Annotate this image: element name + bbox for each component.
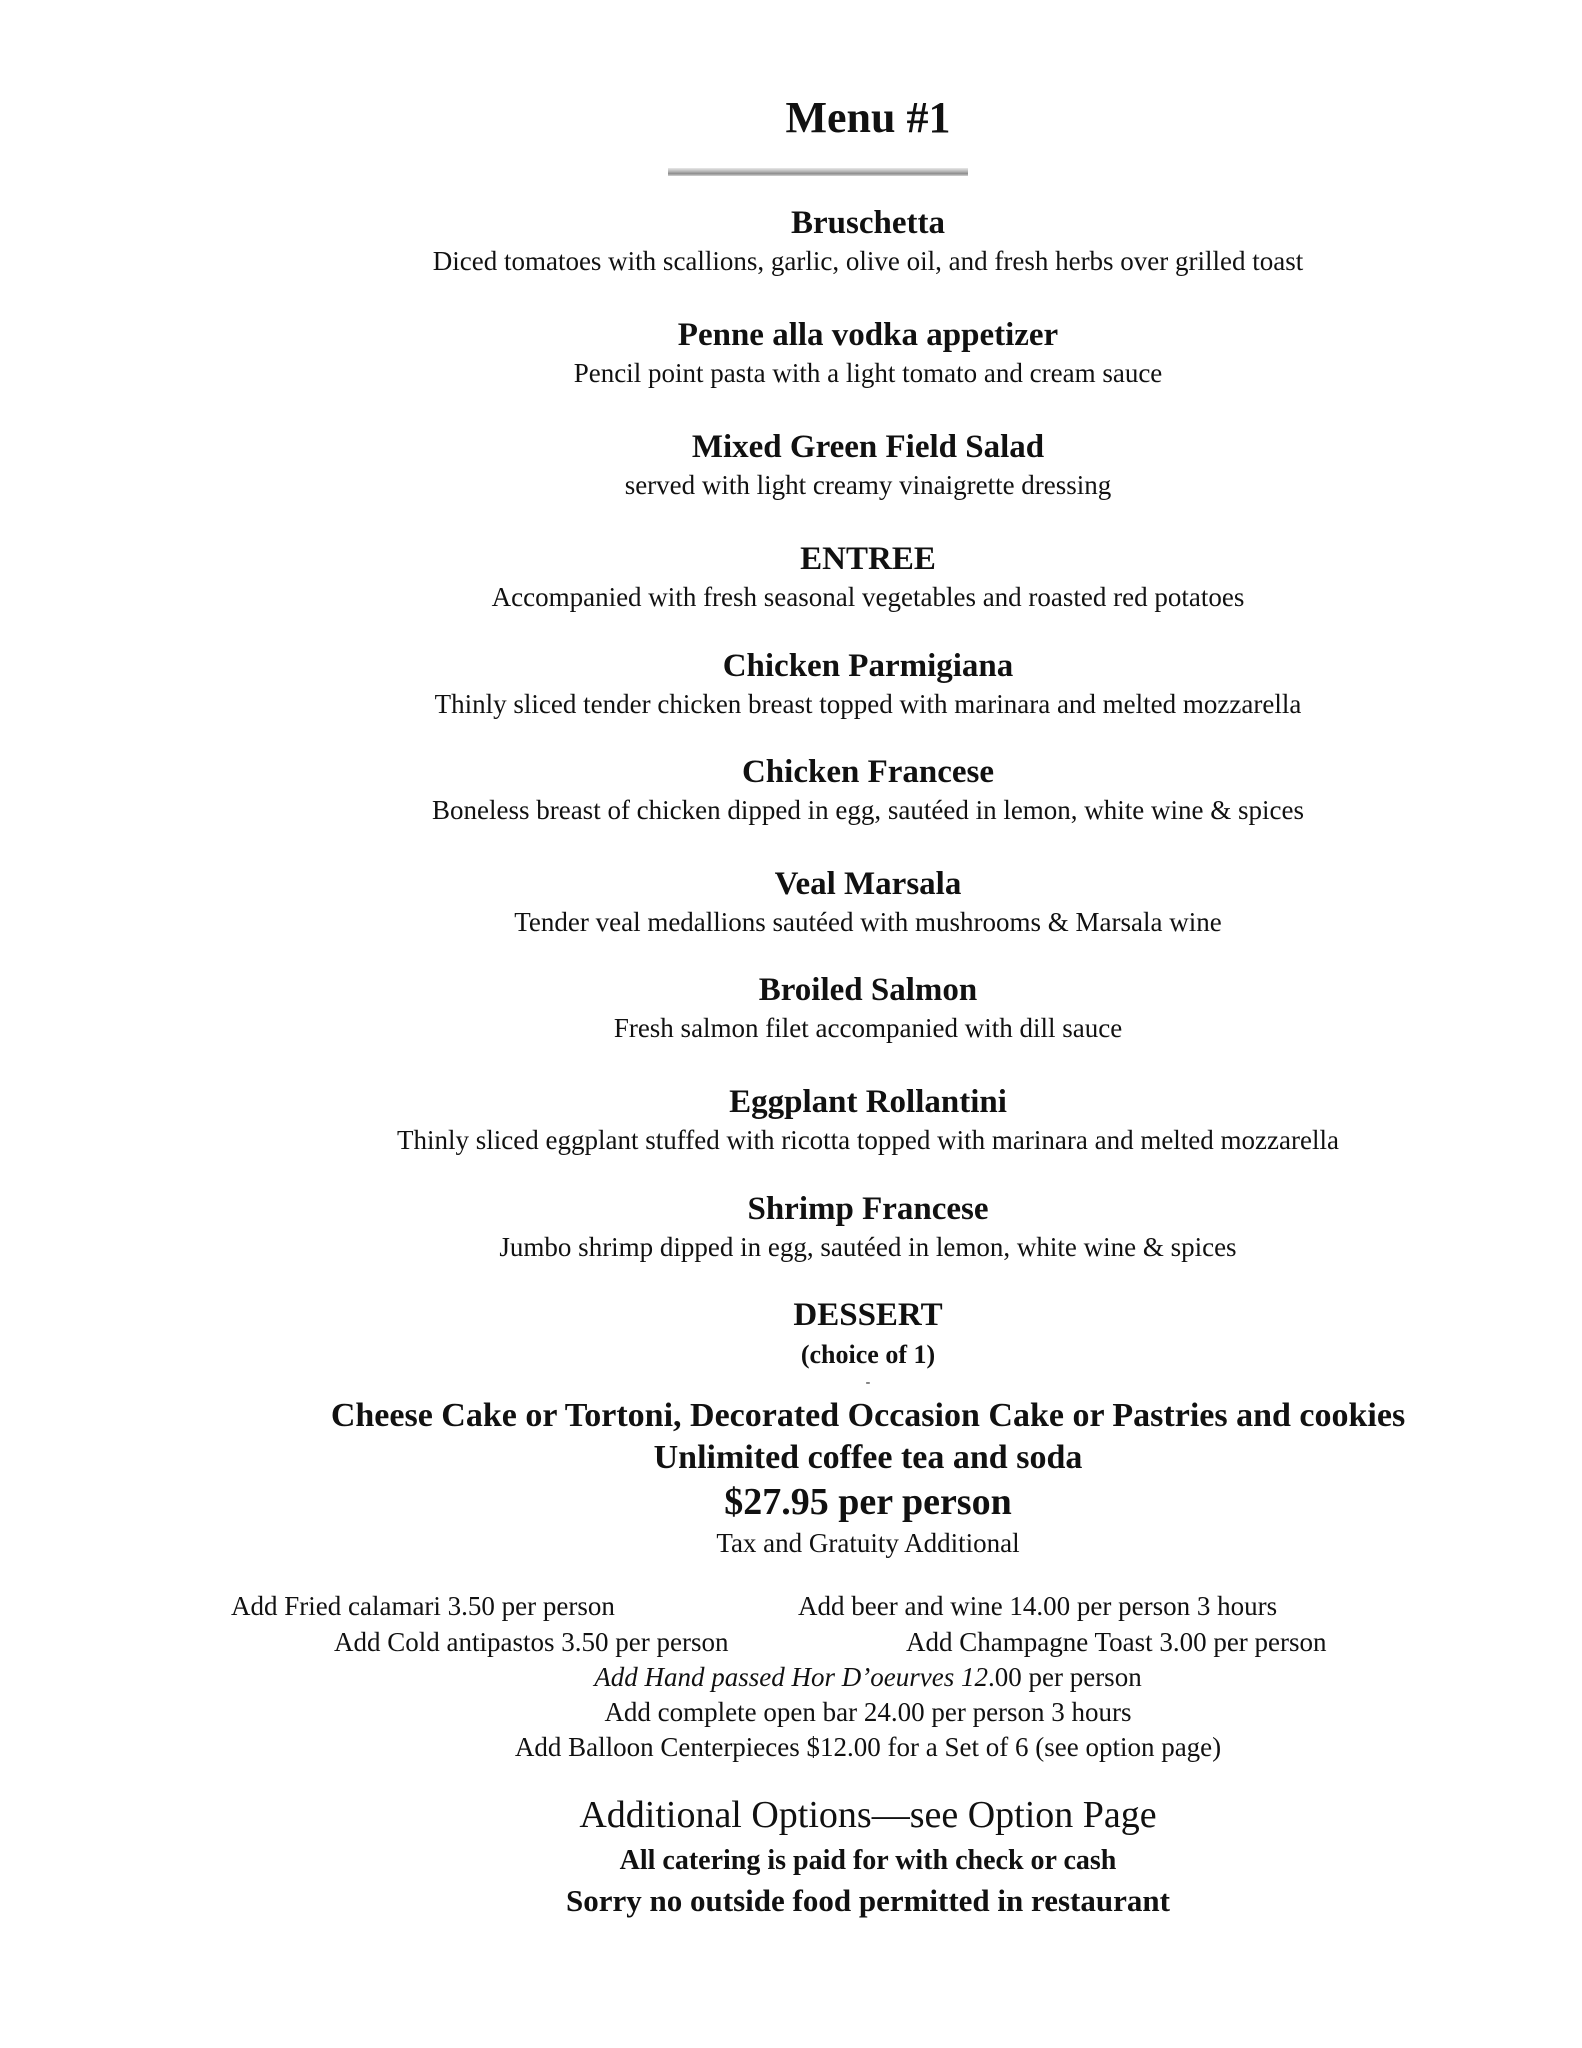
entree-heading: ENTREE <box>800 541 936 577</box>
item-desc-bruschetta: Diced tomatoes with scallions, garlic, olive oil, and fresh herbs over grilled toast <box>432 246 1304 276</box>
item-desc-shrimp-francese: Jumbo shrimp dipped in egg, sautéed in lemon, white wine & spices <box>499 1232 1237 1262</box>
item-name-broiled-salmon: Broiled Salmon <box>758 972 978 1008</box>
addon-calamari: Add Fried calamari 3.50 per person <box>231 1591 615 1621</box>
title-divider <box>668 168 968 176</box>
addon-antipastos: Add Cold antipastos 3.50 per person <box>334 1627 729 1657</box>
item-name-chicken-francese: Chicken Francese <box>741 754 995 790</box>
item-name-salad: Mixed Green Field Salad <box>691 429 1045 465</box>
item-desc-chicken-parmigiana: Thinly sliced tender chicken breast topped with marinara and melted mozzarella <box>434 689 1302 719</box>
item-desc-veal-marsala: Tender veal medallions sautéed with mushrooms & Marsala wine <box>514 907 1222 937</box>
addon-hors-italic: Add Hand passed Hor D’oeurves 12 <box>594 1662 988 1692</box>
beverages: Unlimited coffee tea and soda <box>653 1439 1083 1476</box>
dessert-heading: DESSERT <box>793 1297 943 1333</box>
no-outside-food-note: Sorry no outside food permitted in restaurant <box>566 1883 1170 1918</box>
dessert-choice-note: (choice of 1) <box>800 1340 936 1369</box>
item-name-veal-marsala: Veal Marsala <box>774 866 962 902</box>
addon-champagne: Add Champagne Toast 3.00 per person <box>906 1627 1327 1657</box>
addon-open-bar: Add complete open bar 24.00 per person 3 hours <box>604 1697 1132 1727</box>
item-name-chicken-parmigiana: Chicken Parmigiana <box>722 648 1014 684</box>
entree-desc: Accompanied with fresh seasonal vegetables and roasted red potatoes <box>491 582 1245 612</box>
item-desc-broiled-salmon: Fresh salmon filet accompanied with dill sauce <box>613 1013 1123 1043</box>
additional-options: Additional Options—see Option Page <box>579 1794 1157 1836</box>
item-name-shrimp-francese: Shrimp Francese <box>747 1191 989 1227</box>
addon-beer-wine: Add beer and wine 14.00 per person 3 hours <box>798 1591 1278 1621</box>
addon-balloons: Add Balloon Centerpieces $12.00 for a Set of 6 (see option page) <box>514 1732 1222 1762</box>
addon-hors-doeuvres <box>0 1662 1582 1693</box>
item-name-eggplant-rollantini: Eggplant Rollantini <box>729 1084 1007 1120</box>
item-desc-eggplant-rollantini: Thinly sliced eggplant stuffed with ricotta topped with marinara and melted mozzarella <box>397 1125 1339 1155</box>
tax-note: Tax and Gratuity Additional <box>716 1528 1020 1558</box>
item-desc-penne: Pencil point pasta with a light tomato and cream sauce <box>573 358 1163 388</box>
item-desc-chicken-francese: Boneless breast of chicken dipped in egg, sautéed in lemon, white wine & spices <box>431 795 1305 825</box>
menu-title: Menu #1 <box>785 93 951 142</box>
price-per-person: $27.95 per person <box>724 1481 1012 1523</box>
item-name-bruschetta: Bruschetta <box>791 205 945 241</box>
addon-hors-rest: .00 per person <box>987 1662 1142 1692</box>
payment-note: All catering is paid for with check or cash <box>619 1845 1117 1876</box>
dessert-options: Cheese Cake or Tortoni, Decorated Occasion Cake or Pastries and cookies <box>330 1397 1406 1434</box>
item-desc-salad: served with light creamy vinaigrette dressing <box>624 470 1112 500</box>
dessert-dash: - <box>865 1375 871 1390</box>
item-name-penne: Penne alla vodka appetizer <box>677 317 1059 353</box>
